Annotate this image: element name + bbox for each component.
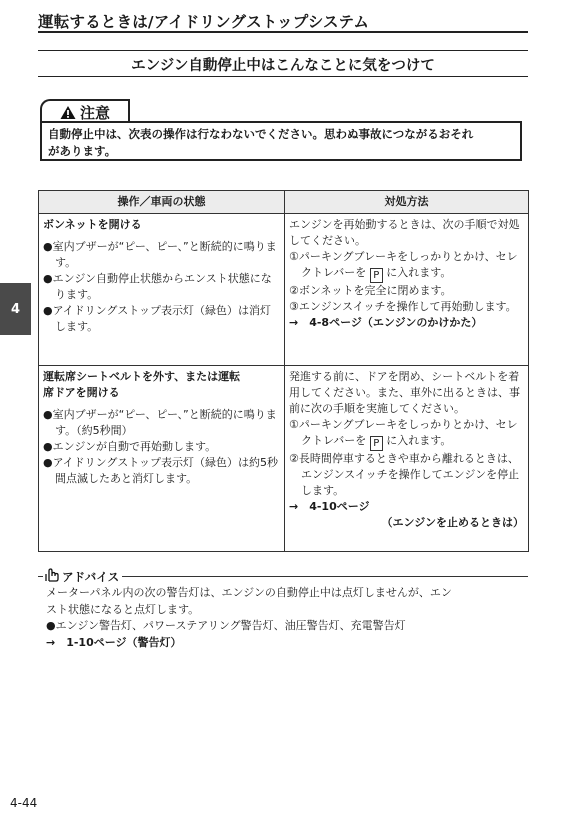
warning-triangle-icon bbox=[60, 105, 76, 120]
advice-reference: → 1-10ページ（警告灯） bbox=[46, 635, 182, 649]
page-reference: → 4-8ページ（エンジンのかけかた） bbox=[289, 316, 483, 329]
action-step-2: ②長時間停車するときや車から離れるときは、エンジンスイッチを操作してエンジンを停止します。 bbox=[289, 452, 520, 497]
row-title: ボンネットを開ける bbox=[43, 218, 142, 231]
section-title: エンジン自動停止中はこんなことに気をつけて bbox=[131, 58, 435, 74]
table-row bbox=[39, 366, 529, 552]
row-title-line2: 席ドアを開ける bbox=[43, 386, 120, 399]
caution-label: 注意 bbox=[79, 103, 110, 122]
table-cell-condition bbox=[39, 214, 285, 366]
hand-pointing-icon bbox=[44, 568, 60, 585]
table-cell-action bbox=[285, 366, 529, 552]
action-step-1: ①パーキングブレーキをしっかりとかけ、セレクトレバーを P に入れます。 bbox=[289, 418, 518, 449]
action-step-2: ②ボンネットを完全に閉めます。 bbox=[289, 284, 452, 297]
advice-line1: メーターパネル内の次の警告灯は、エンジンの自動停止中は点灯しませんが、エン bbox=[46, 586, 452, 599]
advice-label: アドバイス bbox=[62, 569, 120, 584]
table-header-right: 対処方法 bbox=[285, 191, 529, 214]
table-cell-condition bbox=[39, 366, 285, 552]
section-rule-bottom bbox=[38, 76, 528, 77]
row-title-line1: 運転席シートベルトを外す、または運転 bbox=[43, 370, 241, 383]
table-header-left: 操作／車両の状態 bbox=[39, 191, 285, 214]
page-number: 4-44 bbox=[10, 796, 38, 810]
caution-box bbox=[40, 121, 522, 161]
action-step-3: ③エンジンスイッチを操作して再始動します。 bbox=[289, 300, 517, 313]
advice-rule-right bbox=[122, 576, 528, 577]
advice-body bbox=[46, 585, 524, 651]
action-intro: エンジンを再始動するときは、次の手順で対処してください。 bbox=[289, 218, 520, 247]
header-rule bbox=[38, 31, 528, 33]
list-item: ●エンジンが自動で再始動します。 bbox=[43, 440, 217, 453]
list-item: ●アイドリングストップ表示灯（緑色）は約5秒間点滅したあと消灯します。 bbox=[43, 456, 278, 485]
p-position-key: P bbox=[370, 268, 383, 283]
caution-tab bbox=[40, 99, 130, 123]
action-step-1: ①パーキングブレーキをしっかりとかけ、セレクトレバーを P に入れます。 bbox=[289, 250, 518, 281]
list-item: ●室内ブザーが“ピー、ピー、”と断続的に鳴ります。（約5秒間） bbox=[43, 408, 277, 437]
operations-table bbox=[38, 190, 529, 552]
table-header-row bbox=[39, 191, 529, 214]
list-item: ●室内ブザーが“ピー、ピー、”と断続的に鳴ります。 bbox=[43, 240, 277, 269]
section-rule-top bbox=[38, 50, 528, 51]
caution-text-line1: 自動停止中は、次表の操作は行なわないでください。思わぬ事故につながるおそれ bbox=[48, 127, 474, 141]
table-row bbox=[39, 214, 529, 366]
chapter-side-tab: 4 bbox=[0, 283, 31, 335]
list-item: ●エンジン自動停止状態からエンスト状態になります。 bbox=[43, 272, 272, 301]
table-cell-action bbox=[285, 214, 529, 366]
chapter-title: 運転するときは/アイドリングストップシステム bbox=[38, 13, 370, 31]
page-reference-title: （エンジンを止めるときは） bbox=[381, 516, 524, 529]
p-position-key: P bbox=[370, 436, 383, 451]
page-reference: → 4-10ページ bbox=[289, 500, 370, 513]
advice-line3: ●エンジン警告灯、パワーステアリング警告灯、油圧警告灯、充電警告灯 bbox=[46, 619, 406, 632]
advice-header bbox=[44, 568, 119, 585]
advice-rule-left bbox=[38, 576, 43, 577]
advice-line2: スト状態になると点灯します。 bbox=[46, 602, 200, 616]
list-item: ●アイドリングストップ表示灯（緑色）は消灯します。 bbox=[43, 304, 271, 333]
caution-text-line2: があります。 bbox=[48, 144, 117, 158]
action-intro: 発進する前に、ドアを閉め、シートベルトを着用してください。また、車外に出るときは、事前に次の手順を実施してください。 bbox=[289, 370, 520, 415]
